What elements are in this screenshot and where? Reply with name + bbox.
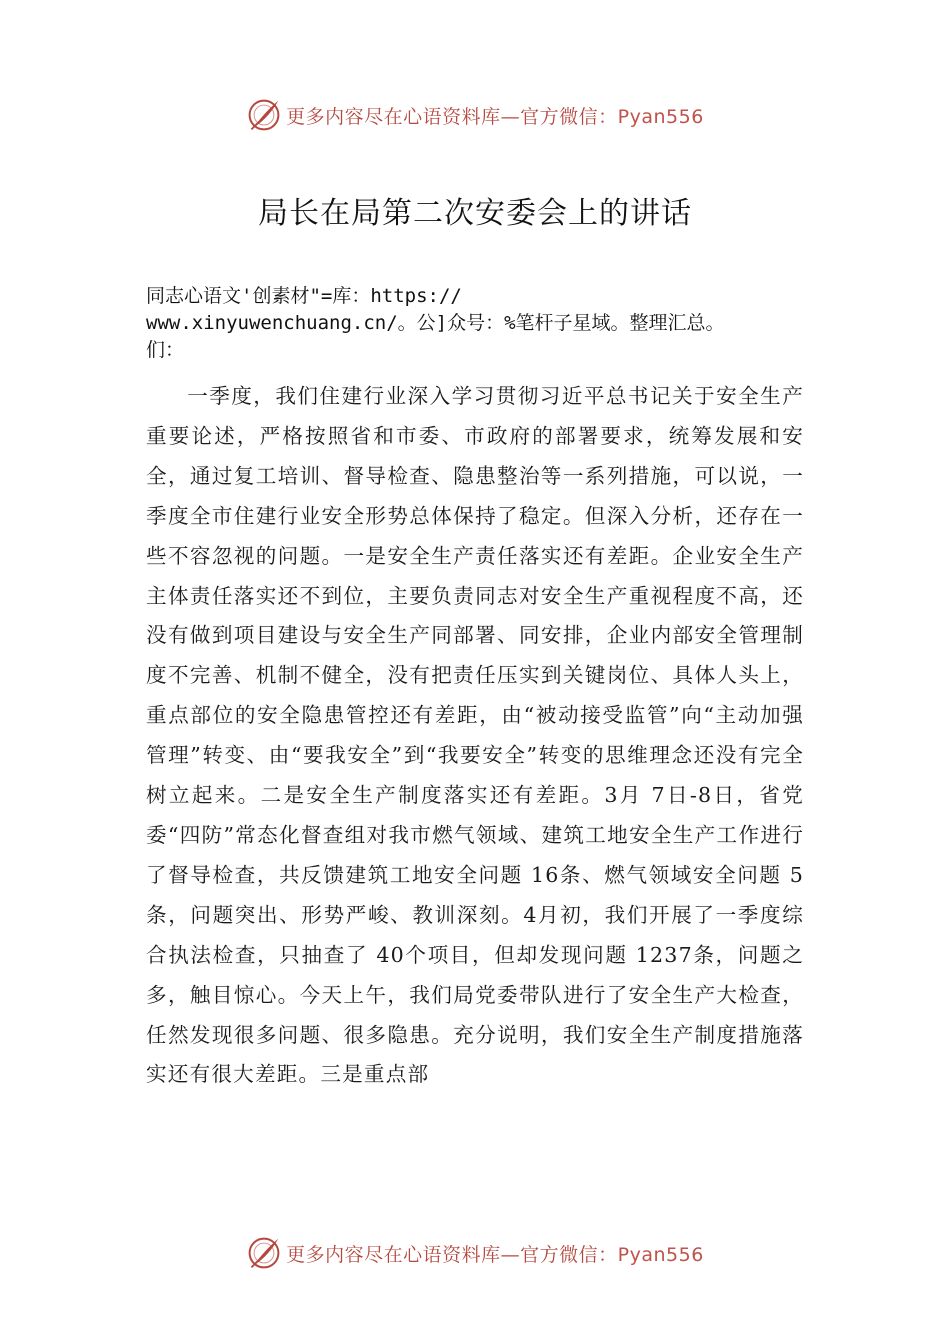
document-title: 局长在局第二次安委会上的讲话 — [258, 196, 692, 231]
body-paragraph: 一季度，我们住建行业深入学习贯彻习近平总书记关于安全生产重要论述，严格按照省和市委、市政府的部署要求，统筹发展和安全，通过复工培训、督导检查、隐患整治等一系列措施，可以说，一季度全市住建行业安全形势总体保持了稳定。但深入分析，还存在一些不容忽视的问题。一是安全生产责任落实还有差距。企业安全生产主体责任落实还不到位，主要负责同志对安全生产重视程度不高，还没有做到项目建设与安全生产同部署、同安排，企业内部安全管理制度不完善、机制不健全，没有把责任压实到关键岗位、具体人头上，重点部位的安全隐患管控还有差距，由“被动接受监管”向“主动加强管理”转变、由“要我安全”到“我要安全”转变的思维理念还没有完全树立起来。二是安全生产制度落实还有差距。3月 7日-8日，省党委“四防”常态化督查组对我市燃气领域、建筑工地安全生产工作进行了督导检查，共反馈建筑工地安全问题 16条、燃气领域安全问题 5条，问题突出、形势严峻、教训深刻。4月初，我们开展了一季度综合执法检查，只抽查了 40个项目，但却发现问题 1237条，问题之多，触目惊心。今天上午，我们局党委带队进行了安全生产大检查，任然发现很多问题、很多隐患。充分说明，我们安全生产制度措施落实还有很大差距。三是重点部 — [146, 384, 804, 1087]
quill-logo-icon — [246, 1235, 282, 1271]
header-banner-text: 更多内容尽在心语资料库—官方微信：Pyan556 — [286, 105, 704, 128]
header-banner — [0, 95, 950, 135]
quill-logo-icon — [246, 97, 282, 133]
footer-banner-text: 更多内容尽在心语资料库—官方微信：Pyan556 — [286, 1243, 704, 1266]
wechat-id: Pyan556 — [617, 1243, 704, 1266]
source-note: 同志心语文'创素材"=库：https:// www.xinyuwenchuang.cn/。公]众号：%笔杆子星域。整理汇总。 们： — [146, 285, 725, 361]
footer-banner — [0, 1233, 950, 1273]
wechat-id: Pyan556 — [617, 105, 704, 128]
